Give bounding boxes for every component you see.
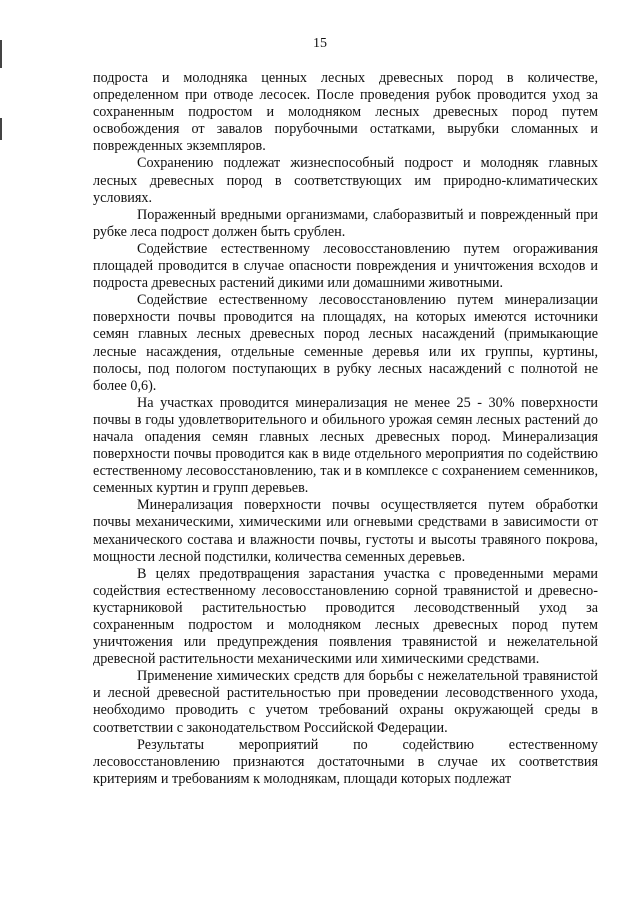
document-body: [93, 70, 598, 788]
paragraph-continued: подроста и молодняка ценных лесных древесных пород в количестве, определенном при отводе лесосек. После проведения рубок проводится уход за сохраненным подростом и молодняком лесных древесных пород путем освобождения от завалов порубочными остатками, вырубки сломанных и поврежденных экземпляров.: [93, 70, 598, 155]
scan-edge-mark: [0, 118, 2, 140]
paragraph: Пораженный вредными организмами, слаборазвитый и поврежденный при рубке леса подрост должен быть срублен.: [93, 206, 598, 240]
paragraph: Содействие естественному лесовосстановлению путем огораживания площадей проводится в случае опасности повреждения и уничтожения всходов и подроста древесных растений дикими или домашними животными.: [93, 240, 598, 292]
paragraph: Результаты мероприятий по содействию естественному лесовосстановлению признаются достаточными в случае их соответствия критериям и требованиям к молоднякам, площади которых подлежат: [93, 736, 598, 787]
page-number: 15: [313, 36, 327, 51]
paragraph: В целях предотвращения зарастания участка с проведенными мерами содействия естественному лесовосстановлению сорной травянистой и древесно-кустарниковой растительностью проводится лесоводственный уход за сохраненным подростом и молодняком лесных древесных пород путем уничтожения или предупреждения появления травянистой и нежелательной древесной растительности механическими или химическими средствами.: [93, 565, 598, 668]
paragraph: Содействие естественному лесовосстановлению путем минерализации поверхности почвы проводится на площадях, на которых имеются источники семян главных лесных древесных пород лесных насаждений (примыкающие лесные насаждения, отдельные семенные деревья или их группы, куртины, полосы, под пологом поступающих в рубку лесных насаждений с полнотой не более 0,6).: [93, 292, 598, 394]
paragraph: Сохранению подлежат жизнеспособный подрост и молодняк главных лесных древесных пород в соответствующих им природно-климатических условиях.: [93, 155, 598, 206]
paragraph: На участках проводится минерализация не менее 25 - 30% поверхности почвы в годы удовлетворительного и обильного урожая семян лесных растений до начала опадения семян главных лесных древесных пород. Минерализация поверхности почвы проводится как в виде отдельного мероприятия по содействию естественному лесовосстановлению, так и в комплексе с сохранением семенников, семенных куртин и групп деревьев.: [93, 394, 598, 497]
paragraph: Применение химических средств для борьбы с нежелательной травянистой и лесной древесной растительностью при проведении лесоводственного ухода, необходимо проводить с учетом требований охраны окружающей среды в соответствии с законодательством Российской Федерации.: [93, 668, 598, 736]
paragraph: Минерализация поверхности почвы осуществляется путем обработки почвы механическими, химическими или огневыми средствами в зависимости от механического состава и влажности почвы, густоты и высоты травяного покрова, мощности лесной подстилки, количества семенных деревьев.: [93, 497, 598, 565]
